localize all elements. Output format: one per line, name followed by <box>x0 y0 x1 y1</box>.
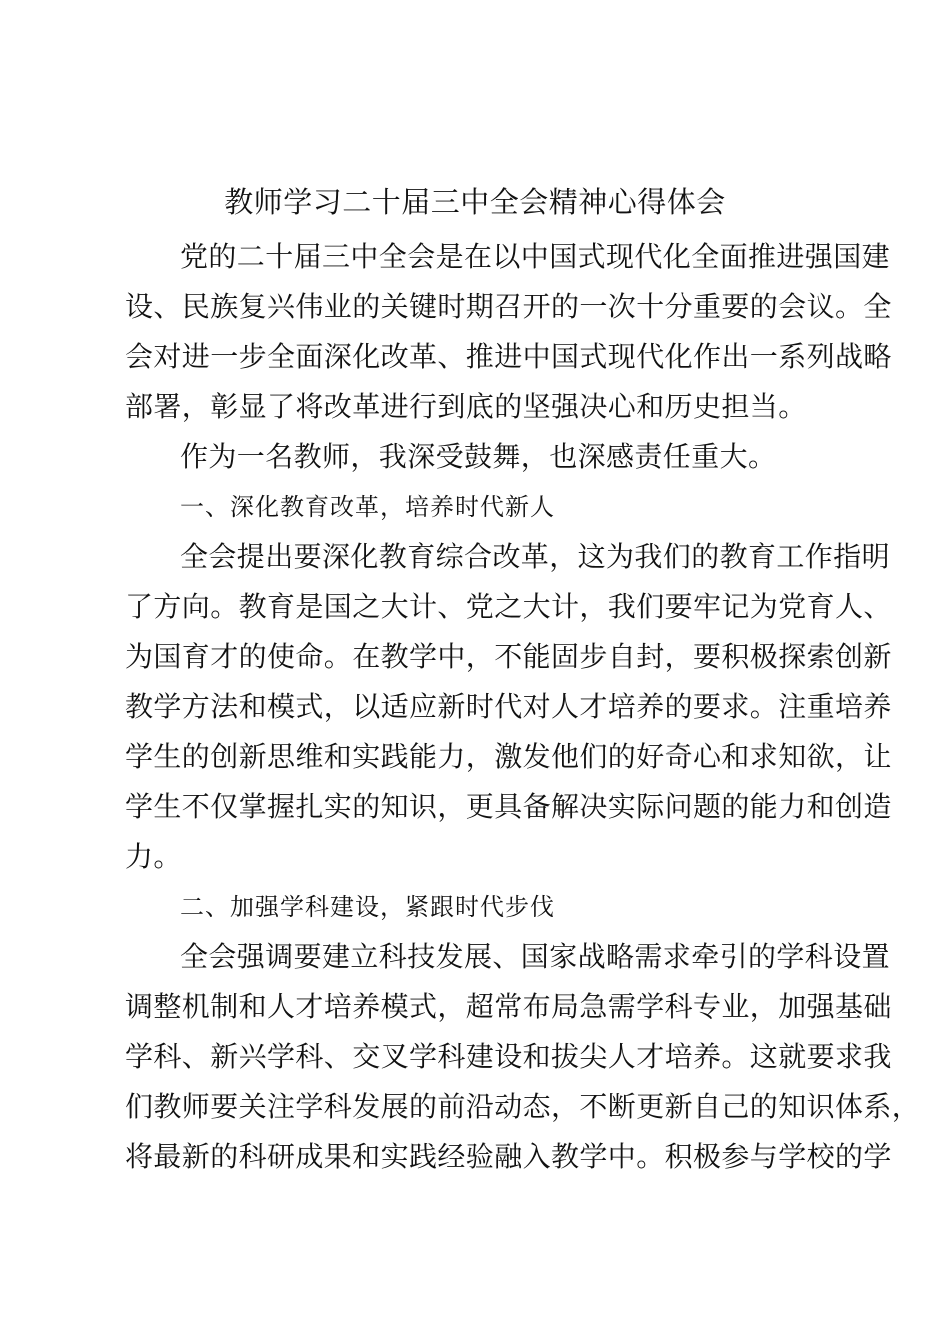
section-heading: 二、加强学科建设，紧跟时代步伐 <box>180 893 555 921</box>
paragraph-line: 作为一名教师，我深受鼓舞，也深感责任重大。 <box>180 440 777 473</box>
section-heading: 一、深化教育改革，培养时代新人 <box>180 493 555 521</box>
paragraph-line: 学科、新兴学科、交叉学科建设和拔尖人才培养。这就要求我 <box>125 1040 892 1073</box>
paragraph-line: 设、民族复兴伟业的关键时期召开的一次十分重要的会议。全 <box>125 290 892 323</box>
paragraph-line: 学生的创新思维和实践能力，激发他们的好奇心和求知欲，让 <box>125 740 892 773</box>
paragraph-line: 全会强调要建立科技发展、国家战略需求牵引的学科设置 <box>180 940 891 973</box>
paragraph-line: 了方向。教育是国之大计、党之大计，我们要牢记为党育人、 <box>125 590 892 623</box>
paragraph-line: 全会提出要深化教育综合改革，这为我们的教育工作指明 <box>180 540 891 573</box>
paragraph-line: 党的二十届三中全会是在以中国式现代化全面推进强国建 <box>180 240 891 273</box>
paragraph-line: 将最新的科研成果和实践经验融入教学中。积极参与学校的学 <box>125 1140 892 1173</box>
paragraph-line: 学生不仅掌握扎实的知识，更具备解决实际问题的能力和创造 <box>125 790 892 823</box>
paragraph-line: 力。 <box>125 840 182 873</box>
paragraph-line: 部署，彰显了将改革进行到底的坚强决心和历史担当。 <box>125 390 807 423</box>
paragraph-line: 调整机制和人才培养模式，超常布局急需学科专业，加强基础 <box>125 990 892 1023</box>
paragraph-line: 们教师要关注学科发展的前沿动态，不断更新自己的知识体系， <box>125 1090 921 1123</box>
paragraph-line: 教学方法和模式，以适应新时代对人才培养的要求。注重培养 <box>125 690 892 723</box>
paragraph-line: 会对进一步全面深化改革、推进中国式现代化作出一系列战略 <box>125 340 892 373</box>
paragraph-line: 为国育才的使命。在教学中，不能固步自封，要积极探索创新 <box>125 640 892 673</box>
document-title: 教师学习二十届三中全会精神心得体会 <box>224 185 726 219</box>
